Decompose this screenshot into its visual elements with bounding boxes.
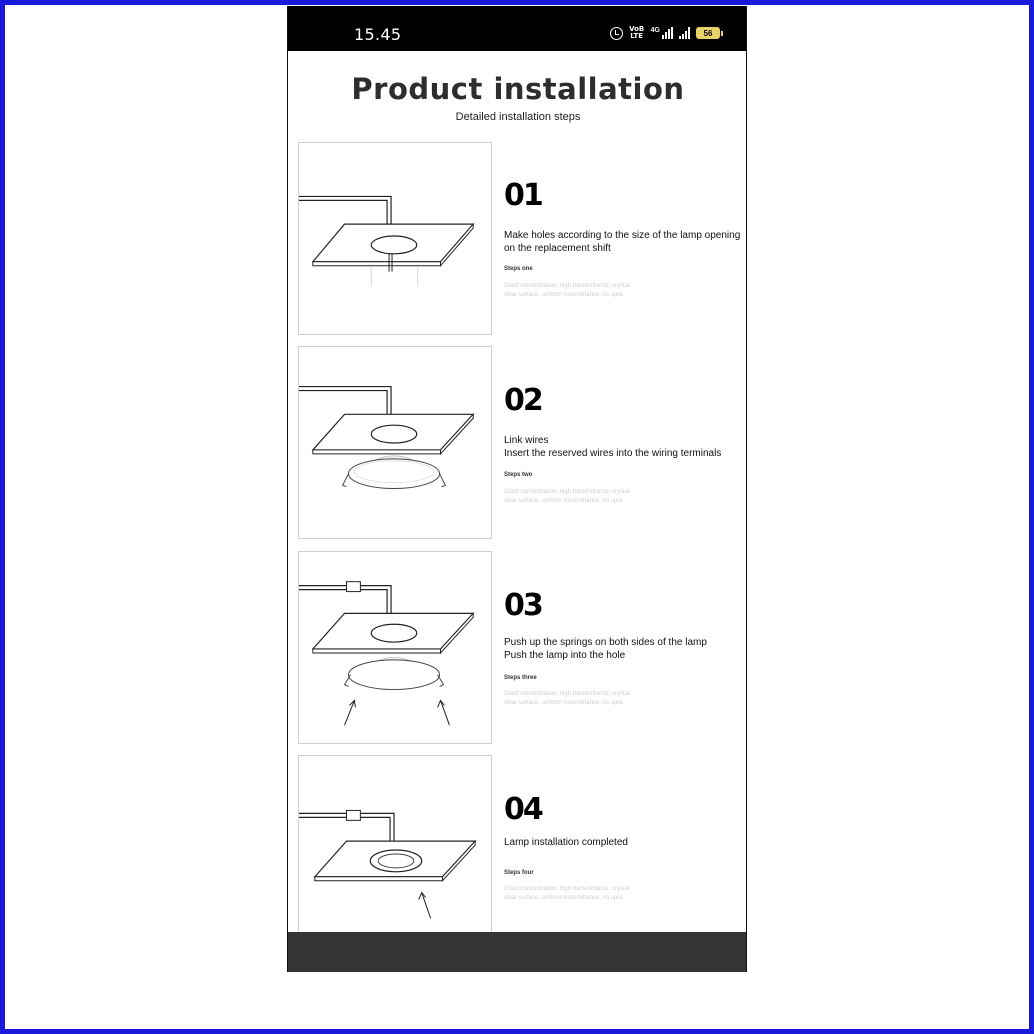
step-1-label: Steps one bbox=[504, 266, 533, 272]
step-1-illustration-icon bbox=[298, 142, 492, 335]
alarm-icon bbox=[610, 27, 623, 40]
step-4-illustration-icon bbox=[298, 755, 492, 948]
bottom-navigation-bar[interactable] bbox=[288, 932, 747, 972]
step-3-description-line-1: Push up the springs on both sides of the lamp bbox=[504, 637, 707, 648]
step-2-note-line-2: clear surface, uniform transmittance, no spot. bbox=[504, 498, 625, 504]
step-1-description-line-2: on the replacement shift bbox=[504, 242, 611, 254]
phone-screen[interactable] bbox=[287, 6, 747, 972]
step-4-description-line-1: Lamp installation completed bbox=[504, 837, 628, 848]
page-title: Product installation bbox=[351, 72, 685, 106]
network-type-label: 4G bbox=[650, 27, 660, 34]
step-2-note bbox=[504, 488, 664, 506]
step-2-note-line-1: Good concentration, high transmittance, crystal bbox=[504, 489, 630, 495]
step-2-description bbox=[504, 435, 744, 460]
step-2-label: Steps two bbox=[504, 472, 533, 478]
step-4-number: 04 bbox=[504, 792, 542, 827]
signal-strength-icon bbox=[679, 27, 690, 39]
page-subtitle: Detailed installation steps bbox=[455, 111, 581, 123]
step-3-illustration-icon bbox=[298, 551, 492, 744]
step-4-note-line-1: Good concentration, high transmittance, crystal bbox=[504, 886, 630, 892]
status-icons bbox=[610, 25, 720, 41]
step-1-note-line-2: clear surface, uniform transmittance, no spot. bbox=[504, 292, 625, 298]
step-3-note-line-2: clear surface, uniform transmittance, no spot. bbox=[504, 700, 625, 706]
status-time: 15.45 bbox=[354, 25, 402, 44]
volte-icon: VoB LTE bbox=[629, 25, 645, 40]
step-3-description-line-2: Push the lamp into the hole bbox=[504, 649, 626, 661]
step-1-description-line-1: Make holes according to the size of the lamp opening bbox=[504, 230, 741, 241]
step-4-description bbox=[504, 837, 744, 850]
step-2-description-line-1: Link wires bbox=[504, 435, 549, 446]
step-3-note bbox=[504, 690, 664, 708]
status-bar bbox=[288, 6, 747, 51]
step-4-label: Steps four bbox=[504, 870, 534, 876]
step-1-description bbox=[504, 230, 744, 255]
step-1-number: 01 bbox=[504, 178, 542, 213]
step-3-label: Steps three bbox=[504, 675, 537, 681]
step-2-number: 02 bbox=[504, 383, 542, 418]
step-4-note-line-2: clear surface, uniform transmittance, no spot. bbox=[504, 895, 625, 901]
step-1-note bbox=[504, 282, 664, 300]
step-3-description bbox=[504, 637, 744, 662]
step-1-note-line-1: Good concentration, high transmittance, crystal bbox=[504, 283, 630, 289]
step-2-description-line-2: Insert the reserved wires into the wiring terminals bbox=[504, 447, 722, 459]
step-3-note-line-1: Good concentration, high transmittance, crystal bbox=[504, 691, 630, 697]
step-2-illustration-icon bbox=[298, 346, 492, 539]
step-3-number: 03 bbox=[504, 588, 542, 623]
cellular-4g-icon bbox=[651, 27, 673, 39]
step-4-note bbox=[504, 885, 664, 903]
battery-icon: 56 bbox=[696, 27, 720, 39]
